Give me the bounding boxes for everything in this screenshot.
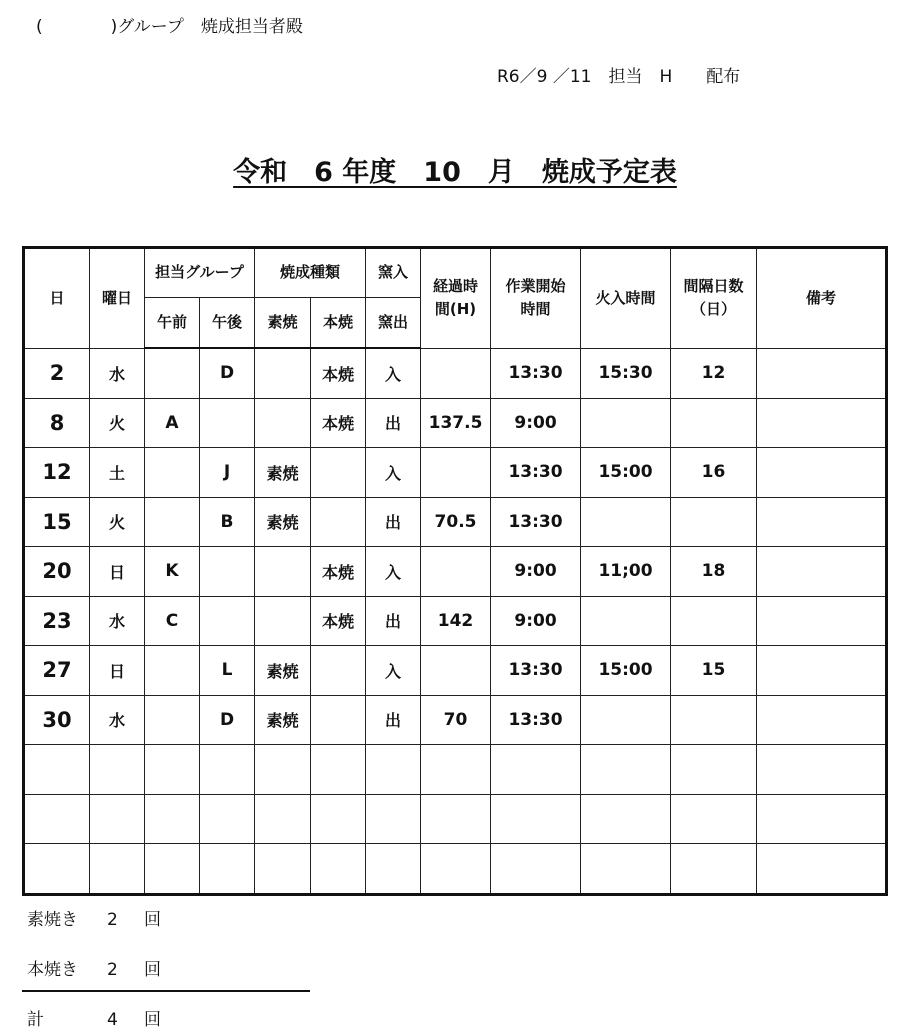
cell-weekday <box>90 745 145 795</box>
cell-weekday: 日 <box>90 547 145 597</box>
cell-fire-start: 15:00 <box>581 448 671 498</box>
cell-kiln-in-out: 出 <box>366 596 421 646</box>
header-kiln-in: 窯入 <box>366 248 421 298</box>
header-day: 日 <box>24 248 90 349</box>
table-row <box>24 646 887 696</box>
summary-count: 2 <box>107 960 118 980</box>
table-row <box>24 497 887 547</box>
cell-group-pm <box>200 844 255 895</box>
cell-group-pm <box>200 596 255 646</box>
cell-day <box>24 844 90 895</box>
cell-fire-start: 11;00 <box>581 547 671 597</box>
cell-notes <box>757 497 887 547</box>
cell-notes <box>757 695 887 745</box>
cell-group-am: C <box>145 596 200 646</box>
cell-notes <box>757 448 887 498</box>
cell-notes <box>757 794 887 844</box>
cell-group-pm <box>200 745 255 795</box>
summary-total <box>27 1005 161 1030</box>
cell-group-pm: D <box>200 695 255 745</box>
cell-bisque <box>255 547 311 597</box>
header-group: 担当グループ <box>145 248 255 298</box>
header-notes: 備考 <box>757 248 887 349</box>
cell-notes <box>757 596 887 646</box>
cell-group-pm: L <box>200 646 255 696</box>
cell-group-pm: D <box>200 348 255 398</box>
cell-start-time: 13:30 <box>491 695 581 745</box>
header-elapsed <box>421 248 491 349</box>
cell-elapsed: 70.5 <box>421 497 491 547</box>
header-fire-start: 火入時間 <box>581 248 671 349</box>
cell-group-pm: B <box>200 497 255 547</box>
cell-kiln-in-out: 入 <box>366 348 421 398</box>
cell-day: 23 <box>24 596 90 646</box>
cell-bisque <box>255 348 311 398</box>
header-interval-line2: （日） <box>691 300 737 319</box>
cell-bisque <box>255 398 311 448</box>
cell-day: 8 <box>24 398 90 448</box>
cell-interval <box>671 497 757 547</box>
cell-notes <box>757 646 887 696</box>
cell-fire-start <box>581 745 671 795</box>
cell-weekday: 土 <box>90 448 145 498</box>
table-row <box>24 547 887 597</box>
table-row <box>24 398 887 448</box>
summary-unit: 回 <box>144 1010 161 1030</box>
cell-day: 15 <box>24 497 90 547</box>
cell-weekday: 火 <box>90 398 145 448</box>
cell-interval: 12 <box>671 348 757 398</box>
cell-fire-start: 15:30 <box>581 348 671 398</box>
header-elapsed-line1: 経過時 <box>433 277 479 295</box>
cell-bisque: 素焼 <box>255 497 311 547</box>
cell-fire-start <box>581 398 671 448</box>
cell-group-pm <box>200 547 255 597</box>
header-start-time <box>491 248 581 349</box>
addressee-line: ( )グループ 焼成担当者殿 <box>36 17 303 37</box>
header-firing-type: 焼成種類 <box>255 248 366 298</box>
cell-day: 2 <box>24 348 90 398</box>
cell-bisque <box>255 596 311 646</box>
cell-day: 27 <box>24 646 90 696</box>
cell-interval: 15 <box>671 646 757 696</box>
summary-divider <box>22 990 310 992</box>
cell-start-time <box>491 745 581 795</box>
cell-elapsed <box>421 646 491 696</box>
cell-kiln-in-out <box>366 745 421 795</box>
cell-elapsed: 70 <box>421 695 491 745</box>
cell-start-time <box>491 794 581 844</box>
cell-interval: 18 <box>671 547 757 597</box>
cell-group-pm <box>200 794 255 844</box>
header-weekday: 曜日 <box>90 248 145 349</box>
cell-kiln-in-out: 入 <box>366 448 421 498</box>
cell-interval <box>671 844 757 895</box>
header-interval <box>671 248 757 349</box>
header-start-line1: 作業開始 <box>505 277 566 295</box>
summary-bisque <box>27 905 161 930</box>
cell-notes <box>757 348 887 398</box>
cell-bisque: 素焼 <box>255 448 311 498</box>
firing-schedule-table <box>22 246 888 896</box>
header-glaze: 本焼 <box>311 298 366 349</box>
header-start-line2: 時間 <box>520 300 551 319</box>
cell-day: 20 <box>24 547 90 597</box>
summary-unit: 回 <box>144 960 161 980</box>
cell-glaze <box>311 646 366 696</box>
page-title <box>0 150 910 189</box>
table-row <box>24 844 887 895</box>
cell-group-am <box>145 448 200 498</box>
cell-group-am <box>145 695 200 745</box>
cell-glaze <box>311 745 366 795</box>
cell-start-time: 9:00 <box>491 547 581 597</box>
distribution-info: R6／9 ／11 担当 H 配布 <box>497 67 741 87</box>
cell-notes <box>757 745 887 795</box>
cell-glaze <box>311 448 366 498</box>
cell-weekday: 水 <box>90 348 145 398</box>
summary-count: 2 <box>107 910 118 930</box>
header-elapsed-line2: 間(H) <box>434 300 477 319</box>
cell-group-am <box>145 844 200 895</box>
cell-weekday: 火 <box>90 497 145 547</box>
cell-interval <box>671 398 757 448</box>
cell-notes <box>757 844 887 895</box>
cell-bisque <box>255 794 311 844</box>
table-row <box>24 695 887 745</box>
summary-label: 素焼き <box>27 910 78 930</box>
cell-bisque: 素焼 <box>255 646 311 696</box>
header-interval-line1: 間隔日数 <box>683 277 744 295</box>
header-bisque: 素焼 <box>255 298 311 349</box>
table-row <box>24 348 887 398</box>
summary-unit: 回 <box>144 910 161 930</box>
cell-weekday: 水 <box>90 596 145 646</box>
cell-kiln-in-out: 出 <box>366 398 421 448</box>
cell-elapsed <box>421 348 491 398</box>
cell-glaze <box>311 844 366 895</box>
cell-group-pm: J <box>200 448 255 498</box>
table-row <box>24 596 887 646</box>
cell-interval <box>671 596 757 646</box>
cell-interval <box>671 794 757 844</box>
cell-fire-start: 15:00 <box>581 646 671 696</box>
cell-group-am: A <box>145 398 200 448</box>
cell-elapsed: 142 <box>421 596 491 646</box>
cell-glaze: 本焼 <box>311 398 366 448</box>
table-row <box>24 448 887 498</box>
cell-interval <box>671 745 757 795</box>
header-kiln-out: 窯出 <box>366 298 421 349</box>
cell-elapsed <box>421 448 491 498</box>
cell-fire-start <box>581 794 671 844</box>
cell-notes <box>757 547 887 597</box>
cell-day <box>24 794 90 844</box>
cell-start-time: 13:30 <box>491 646 581 696</box>
cell-start-time: 9:00 <box>491 398 581 448</box>
summary-label: 計 <box>27 1010 44 1030</box>
cell-weekday <box>90 794 145 844</box>
page-title-text: 令和 6 年度 10 月 焼成予定表 <box>233 157 677 188</box>
cell-group-am <box>145 646 200 696</box>
cell-elapsed <box>421 794 491 844</box>
cell-bisque: 素焼 <box>255 695 311 745</box>
summary-glaze <box>27 955 161 980</box>
cell-group-am <box>145 794 200 844</box>
cell-group-am: K <box>145 547 200 597</box>
header-pm: 午後 <box>200 298 255 349</box>
cell-group-am <box>145 348 200 398</box>
cell-glaze <box>311 794 366 844</box>
cell-kiln-in-out <box>366 794 421 844</box>
table-row <box>24 745 887 795</box>
cell-interval <box>671 695 757 745</box>
summary-count: 4 <box>107 1010 118 1030</box>
cell-fire-start <box>581 497 671 547</box>
cell-weekday: 水 <box>90 695 145 745</box>
cell-start-time <box>491 844 581 895</box>
cell-glaze <box>311 497 366 547</box>
cell-group-am <box>145 745 200 795</box>
cell-glaze <box>311 695 366 745</box>
summary-label: 本焼き <box>27 960 78 980</box>
cell-elapsed: 137.5 <box>421 398 491 448</box>
cell-interval: 16 <box>671 448 757 498</box>
cell-elapsed <box>421 547 491 597</box>
table-row <box>24 794 887 844</box>
cell-kiln-in-out: 入 <box>366 646 421 696</box>
cell-bisque <box>255 745 311 795</box>
cell-start-time: 9:00 <box>491 596 581 646</box>
cell-day: 30 <box>24 695 90 745</box>
cell-elapsed <box>421 745 491 795</box>
cell-group-am <box>145 497 200 547</box>
cell-fire-start <box>581 695 671 745</box>
cell-start-time: 13:30 <box>491 348 581 398</box>
cell-day: 12 <box>24 448 90 498</box>
cell-weekday <box>90 844 145 895</box>
cell-kiln-in-out: 入 <box>366 547 421 597</box>
cell-day <box>24 745 90 795</box>
cell-fire-start <box>581 844 671 895</box>
cell-elapsed <box>421 844 491 895</box>
cell-weekday: 日 <box>90 646 145 696</box>
cell-kiln-in-out: 出 <box>366 497 421 547</box>
cell-kiln-in-out: 出 <box>366 695 421 745</box>
cell-glaze: 本焼 <box>311 348 366 398</box>
cell-notes <box>757 398 887 448</box>
cell-glaze: 本焼 <box>311 596 366 646</box>
cell-fire-start <box>581 596 671 646</box>
cell-start-time: 13:30 <box>491 497 581 547</box>
header-am: 午前 <box>145 298 200 349</box>
cell-glaze: 本焼 <box>311 547 366 597</box>
cell-group-pm <box>200 398 255 448</box>
cell-start-time: 13:30 <box>491 448 581 498</box>
cell-bisque <box>255 844 311 895</box>
cell-kiln-in-out <box>366 844 421 895</box>
